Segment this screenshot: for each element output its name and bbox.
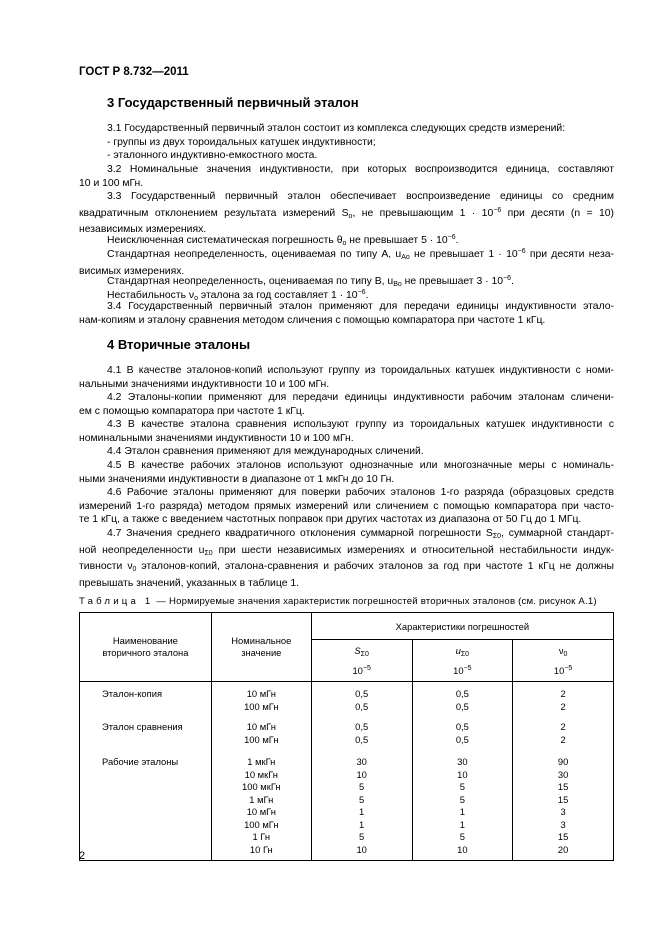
- cell-s: 0,5: [355, 700, 369, 712]
- paragraph-4-3: 4.3 В качестве эталона сравнения используют группу из тороидальных катушек индуктивности с номинальными значениями индуктивности 10 и 100 мГн.: [79, 419, 614, 444]
- col-header-nominal: Номинальное значение: [211, 613, 311, 682]
- table-row: [80, 719, 614, 754]
- cell-v: 90: [557, 756, 569, 767]
- cell-s: 5: [359, 781, 365, 792]
- cell-s: 0,5: [355, 721, 369, 732]
- cell-s: 1: [359, 818, 365, 830]
- cell-s: 0,5: [355, 688, 369, 699]
- cell-v: 15: [557, 831, 569, 842]
- col-header-s: $S_{\Sigma 0}$ $10^{-5}$: [311, 640, 412, 682]
- cell-v: 2: [560, 700, 566, 712]
- cell-v: 2: [560, 688, 566, 699]
- cell-v: 15: [557, 781, 569, 792]
- paragraph-3-4: 3.4 Государственный первичный эталон применяют для передачи единицы индуктивности этало- нам-копиям и эталону сравнения методом сличения с помощью компаратора при частоте 1 кГц.: [79, 301, 614, 326]
- paragraph-3-3-type-a: Стандартная неопределенность, оцениваемая по типу А, $u_{Ao}$ не превышает $1 \cdot 10^{-6}$ при десяти неза- висимых измерениях.: [79, 248, 614, 277]
- page-number: 2: [79, 850, 86, 862]
- cell-nominal: 1 мкГн: [247, 756, 276, 767]
- cell-v: 30: [557, 768, 569, 780]
- cell-nominal: 10 мГн: [246, 806, 276, 817]
- cell-v: 3: [560, 806, 566, 817]
- paragraph-4-2: 4.2 Эталоны-копии применяют для передачи единицы индуктивности рабочим эталонам сличени- ем с помощью компаратора при частоте 1 кГц.: [79, 392, 614, 417]
- cell-nominal: 10 мГн: [246, 721, 276, 732]
- paragraph-3-3-instability: Нестабильность $\nu_o$ эталона за год составляет $1 \cdot 10^{-6}$.: [107, 289, 369, 302]
- paragraph-3-3-systematic: Неисключенная систематическая погрешность $\theta_o$ не превышает $5 \cdot 10^{-6}$.: [107, 234, 459, 247]
- cell-s: 1: [359, 806, 365, 817]
- col-header-v: $\nu_0$ $10^{-5}$: [513, 640, 614, 682]
- cell-nominal: 100 мГн: [244, 818, 279, 830]
- document-header: ГОСТ Р 8.732—2011: [79, 66, 189, 78]
- cell-u: 0,5: [455, 721, 469, 732]
- cell-u: 0,5: [455, 700, 469, 712]
- paragraph-4-5: 4.5 В качестве рабочих эталонов используют однозначные или многозначные меры с номиналь- ными значениями индуктивности в диапазоне от 1 мкГн до 10 Гн.: [79, 460, 614, 485]
- cell-u: 5: [459, 793, 465, 805]
- section-4-title: 4 Вторичные эталоны: [107, 337, 251, 352]
- cell-nominal: 1 мГн: [249, 793, 274, 805]
- cell-nominal: 100 мкГн: [242, 781, 281, 792]
- cell-nominal: 100 мГн: [244, 733, 279, 745]
- cell-u: 0,5: [455, 733, 469, 745]
- cell-s: 5: [359, 793, 365, 805]
- cell-u: 10: [457, 843, 468, 855]
- cell-v: 20: [557, 843, 569, 855]
- cell-nominal: 10 Гн: [249, 843, 273, 855]
- paragraph-4-1: 4.1 В качестве эталонов-копий используют группу из тороидальных катушек индуктивности с номи- нальными значениями индуктивности 10 и 100 мГн.: [79, 365, 614, 390]
- cell-s: 10: [356, 843, 367, 855]
- cell-s: 0,5: [355, 733, 369, 745]
- cell-v: 3: [560, 818, 566, 830]
- paragraph-4-6: 4.6 Рабочие эталоны применяют для поверки рабочих эталонов 1-го разряда (образцовых средств измерений 1-го разряда) методом прямых измерений или сличением с помощью компаратора при часто- те 1 кГц, а также с введением частотных поправок при других частотах из диапазона от 50 Гц до 1 МГц.: [79, 487, 614, 526]
- paragraph-3-1: 3.1 Государственный первичный эталон состоит из комплекса следующих средств измерений: - группы из двух тороидальных катушек индуктивности; - эталонного индуктивно-емкостного моста.: [107, 123, 566, 162]
- cell-u: 5: [459, 781, 465, 792]
- cell-s: 5: [359, 831, 365, 842]
- col-header-u: $u_{\Sigma 0}$ $10^{-5}$: [412, 640, 513, 682]
- cell-u: 0,5: [455, 688, 469, 699]
- table-caption: Таблица 1 — Нормируемые значения характеристик погрешностей вторичных эталонов (см. рисунок А.1): [79, 596, 597, 607]
- col-header-name: Наименование вторичного эталона: [80, 613, 212, 682]
- error-characteristics-table: [79, 612, 614, 861]
- cell-u: 10: [457, 768, 468, 780]
- cell-nominal: 10 мкГн: [244, 768, 278, 780]
- table-row: [80, 754, 614, 861]
- row-name: Рабочие эталоны: [102, 756, 179, 767]
- paragraph-3-2: 3.2 Номинальные значения индуктивности, при которых воспроизводится единица, составляют 10 и 100 мГн.: [79, 164, 614, 189]
- cell-nominal: 1 Гн: [252, 831, 271, 842]
- paragraph-3-3-type-b: Стандартная неопределенность, оцениваемая по типу В, $u_{Bo}$ не превышает $3 \cdot 10^{-6}$.: [107, 275, 514, 288]
- cell-v: 2: [560, 733, 566, 745]
- row-name: Эталон сравнения: [102, 721, 183, 732]
- table-row: [80, 682, 614, 720]
- cell-u: 5: [459, 831, 465, 842]
- paragraph-3-3: 3.3 Государственный первичный эталон обеспечивает воспроизведение единицы со средним квадратичным отклонением результата измерений $S_o$, не превышающим $1 \cdot 10^{-6}$ при десяти (n = 10) независимых измерениях.: [79, 191, 614, 236]
- paragraph-4-7: 4.7 Значения среднего квадратичного отклонения суммарной погрешности $S_{\Sigma 0}$, суммарной стандарт- ной неопределенности $u_{\Sigma 0}$ при шести независимых измерениях и относительной нестабильности индук- тивности $\nu_0$ эталонов-копий, эталона-сравнения и рабочих эталонов за год при частоте 1 кГц не должны превышать значений, указанных в таблице 1.: [79, 528, 615, 590]
- col-header-group: Характеристики погрешностей: [311, 613, 613, 640]
- cell-s: 30: [356, 756, 367, 767]
- cell-u: 30: [457, 756, 468, 767]
- cell-nominal: 100 мГн: [244, 700, 279, 712]
- cell-u: 1: [459, 818, 465, 830]
- cell-nominal: 10 мГн: [246, 688, 276, 699]
- cell-u: 1: [459, 806, 465, 817]
- section-3-title: 3 Государственный первичный эталон: [107, 95, 359, 110]
- row-name: Эталон-копия: [102, 688, 163, 699]
- cell-v: 15: [557, 793, 569, 805]
- paragraph-4-4: 4.4 Эталон сравнения применяют для международных сличений.: [107, 446, 424, 457]
- cell-v: 2: [560, 721, 566, 732]
- cell-s: 10: [356, 768, 367, 780]
